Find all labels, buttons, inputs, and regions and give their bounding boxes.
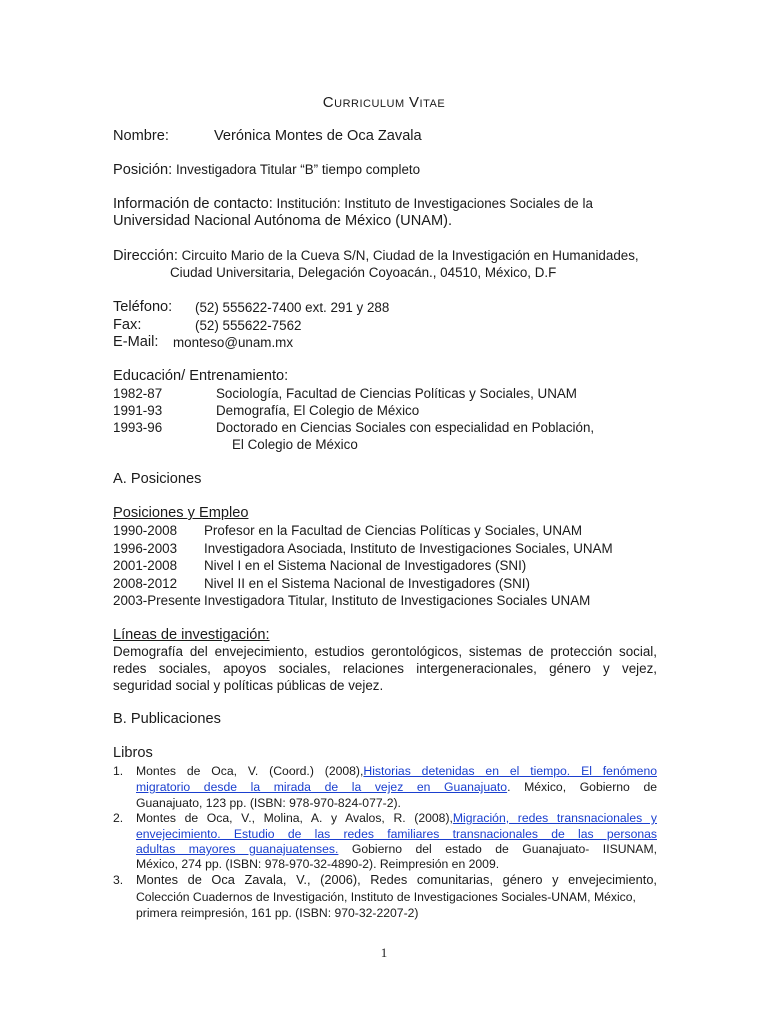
lineas-heading: Líneas de investigación: (113, 627, 270, 643)
direccion-line1 (113, 248, 639, 264)
page-number: 1 (380, 945, 388, 960)
direccion-value: Circuito Mario de la Cueva S/N, Ciudad de la Investigación en Humanidades, (181, 248, 639, 263)
title-rest-2: ITAE (419, 98, 446, 110)
pub-number-1: 1. (113, 764, 124, 778)
title-initial-c: C (322, 94, 335, 111)
contacto-institucion: Institución: Instituto de Investigaciones Sociales de la (276, 196, 593, 211)
telefono-label: Teléfono: (113, 299, 173, 315)
posicion-years-2: 1996-2003 (113, 541, 178, 556)
pub-2-publisher: Gobierno del estado de Guanajuato- IISUNAM, (338, 842, 657, 856)
pub-1-line3: Guanajuato, 123 pp. (ISBN: 978-970-824-077-2). (136, 796, 401, 810)
pub-1-publisher: . México, Gobierno de (507, 780, 657, 794)
educacion-text-2: Demografía, El Colegio de México (216, 403, 420, 418)
pub-2-title-link-2[interactable]: envejecimiento. Estudio de las redes familiares transnacionales de las personas (136, 827, 657, 841)
educacion-years-1: 1982-87 (113, 386, 163, 401)
pub-2-line1 (136, 811, 657, 825)
lineas-line2: redes sociales, apoyos sociales, relaciones intergeneracionales, género y vejez, (113, 661, 657, 676)
fax-value: (52) 555622-7562 (195, 318, 302, 333)
pub-2-title-link[interactable]: Migración, redes transnacionales y (452, 811, 657, 825)
document-title (0, 94, 768, 111)
pub-3-line2: Colección Cuadernos de Investigación, Instituto de Investigaciones Sociales-UNAM, México, (136, 890, 636, 904)
pub-2-line3 (136, 842, 657, 856)
pub-1-line2 (136, 780, 657, 794)
pub-1-title-link-2[interactable]: migratorio desde la mirada de la vejez en Guanajuato (136, 780, 508, 794)
posicion-label: Posición: (113, 162, 173, 178)
pub-number-3: 3. (113, 873, 124, 887)
posicion-years-3: 2001-2008 (113, 558, 178, 573)
educacion-years-3: 1993-96 (113, 420, 163, 435)
contacto-line1 (113, 196, 593, 212)
posicion-years-5: 2003-Presente (113, 593, 201, 608)
posicion-years-4: 2008-2012 (113, 576, 178, 591)
posicion-years-1: 1990-2008 (113, 523, 178, 538)
lineas-line1: Demografía del envejecimiento, estudios gerontológicos, sistemas de protección social, (113, 644, 657, 659)
publicaciones-heading: B. Publicaciones (113, 711, 221, 727)
pub-2-authors: Montes de Oca, V., Molina, A. y Avalos, R. (2008), (136, 811, 453, 825)
pub-2-line2 (136, 827, 657, 841)
nombre-value: Verónica Montes de Oca Zavala (214, 128, 422, 144)
pub-2-title-link-3[interactable]: adultas mayores guanajuatenses. (136, 842, 339, 856)
posicion-text-4: Nivel II en el Sistema Nacional de Investigadores (SNI) (204, 576, 530, 591)
contacto-label: Información de contacto: (113, 196, 273, 212)
posiciones-subheading: Posiciones y Empleo (113, 505, 249, 521)
fax-label: Fax: (113, 317, 142, 333)
posicion-row (113, 162, 420, 178)
pub-1-line1 (136, 764, 657, 778)
posicion-text-2: Investigadora Asociada, Instituto de Investigaciones Sociales, UNAM (204, 541, 613, 556)
telefono-value: (52) 555622-7400 ext. 291 y 288 (195, 300, 390, 315)
educacion-heading: Educación/ Entrenamiento: (113, 368, 289, 384)
educacion-text-3b: El Colegio de México (232, 437, 358, 452)
educacion-years-2: 1991-93 (113, 403, 163, 418)
libros-heading: Libros (113, 745, 153, 761)
pub-number-2: 2. (113, 811, 124, 825)
email-value: monteso@unam.mx (173, 335, 294, 350)
title-rest-1: URRICULUM (334, 98, 405, 110)
posiciones-heading: A. Posiciones (113, 471, 202, 487)
direccion-line2: Ciudad Universitaria, Delegación Coyoacán., 04510, México, D.F (170, 265, 557, 280)
pub-1-authors: Montes de Oca, V. (Coord.) (2008), (136, 764, 364, 778)
educacion-text-3: Doctorado en Ciencias Sociales con especialidad en Población, (216, 420, 595, 435)
contacto-line2: Universidad Nacional Autónoma de México (UNAM). (113, 213, 453, 229)
pub-3-line1: Montes de Oca Zavala, V., (2006), Redes comunitarias, género y envejecimiento, (136, 872, 657, 887)
posicion-text-5: Investigadora Titular, Instituto de Investigaciones Sociales UNAM (204, 593, 591, 608)
posicion-text-3: Nivel I en el Sistema Nacional de Investigadores (SNI) (204, 558, 527, 573)
nombre-label: Nombre: (113, 128, 169, 144)
lineas-line3: seguridad social y políticas públicas de vejez. (113, 678, 384, 693)
pub-3-line3: primera reimpresión, 161 pp. (ISBN: 970-32-2207-2) (136, 906, 419, 920)
educacion-text-1: Sociología, Facultad de Ciencias Políticas y Sociales, UNAM (216, 386, 577, 401)
title-initial-v: V (409, 94, 420, 111)
pub-2-line4: México, 274 pp. (ISBN: 978-970-32-4890-2). Reimpresión en 2009. (136, 857, 500, 871)
posicion-text-1: Profesor en la Facultad de Ciencias Políticas y Sociales, UNAM (204, 523, 583, 538)
pub-1-title-link[interactable]: Historias detenidas en el tiempo. El fenómeno (363, 764, 657, 778)
email-label: E-Mail: (113, 334, 159, 350)
posicion-value: Investigadora Titular “B” tiempo completo (175, 162, 421, 177)
direccion-label: Dirección: (113, 248, 178, 264)
